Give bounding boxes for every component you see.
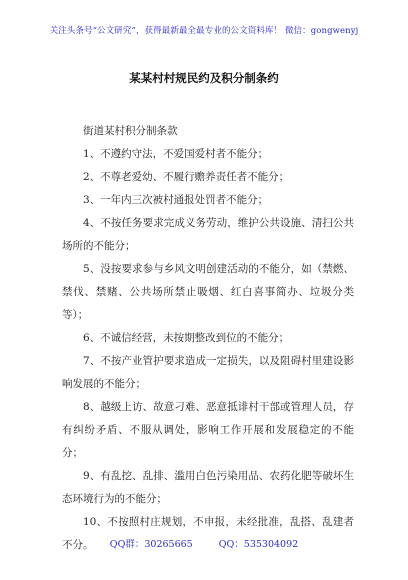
footer-contact [0,536,408,550]
clause-4: 4、不按任务要求完成义务劳动，维护公共设施、清扫公共场所的不能分； [62,217,354,252]
clause-8: 8、越级上访、故意刁难、恶意抵诽村干部或管理人员，存有纠纷矛盾、不服从调处，影响工作开展和发展稳定的不能分； [62,401,354,459]
document-body [62,120,354,557]
clause-7: 7、不按产业管护要求造成一定损失，以及阻碍村里建设影响发展的不能分； [62,355,354,390]
clause-3: 3、一年内三次被村通报处罚者不能分； [83,194,269,206]
clause-10: 10、不按照村庄规划，不申报，未经批准，乱搭、乱建者不分。 [62,516,354,551]
top-banner: 关注头条号“公文研究”，获得最新最全最专业的公文资料库！ 微信：gongwenyj [49,26,359,36]
paragraph-heading: 街道某村积分制条款 [83,125,178,137]
footer-qq-group: QQ群：30265665 [109,539,193,550]
clause-9: 9、有乱挖、乱排、滥用白色污染用品、农药化肥等破坏生态环境行为的不能分； [62,470,354,505]
document-title: 某某村村规民约及积分制条约 [129,71,279,85]
clause-2: 2、不尊老爱幼、不履行赡养责任者不能分； [83,171,290,183]
footer-qq: QQ：535304092 [218,539,299,550]
clause-5: 5、没按要求参与乡风文明创建活动的不能分，如（禁燃、禁伐、禁赌、公共场所禁止吸烟、红白喜事简办、垃圾分类等）； [62,263,354,321]
clause-1: 1、不遵约守法，不爱国爱村者不能分； [83,148,269,160]
clause-6: 6、不诚信经营，未按期整改到位的不能分； [83,332,290,344]
